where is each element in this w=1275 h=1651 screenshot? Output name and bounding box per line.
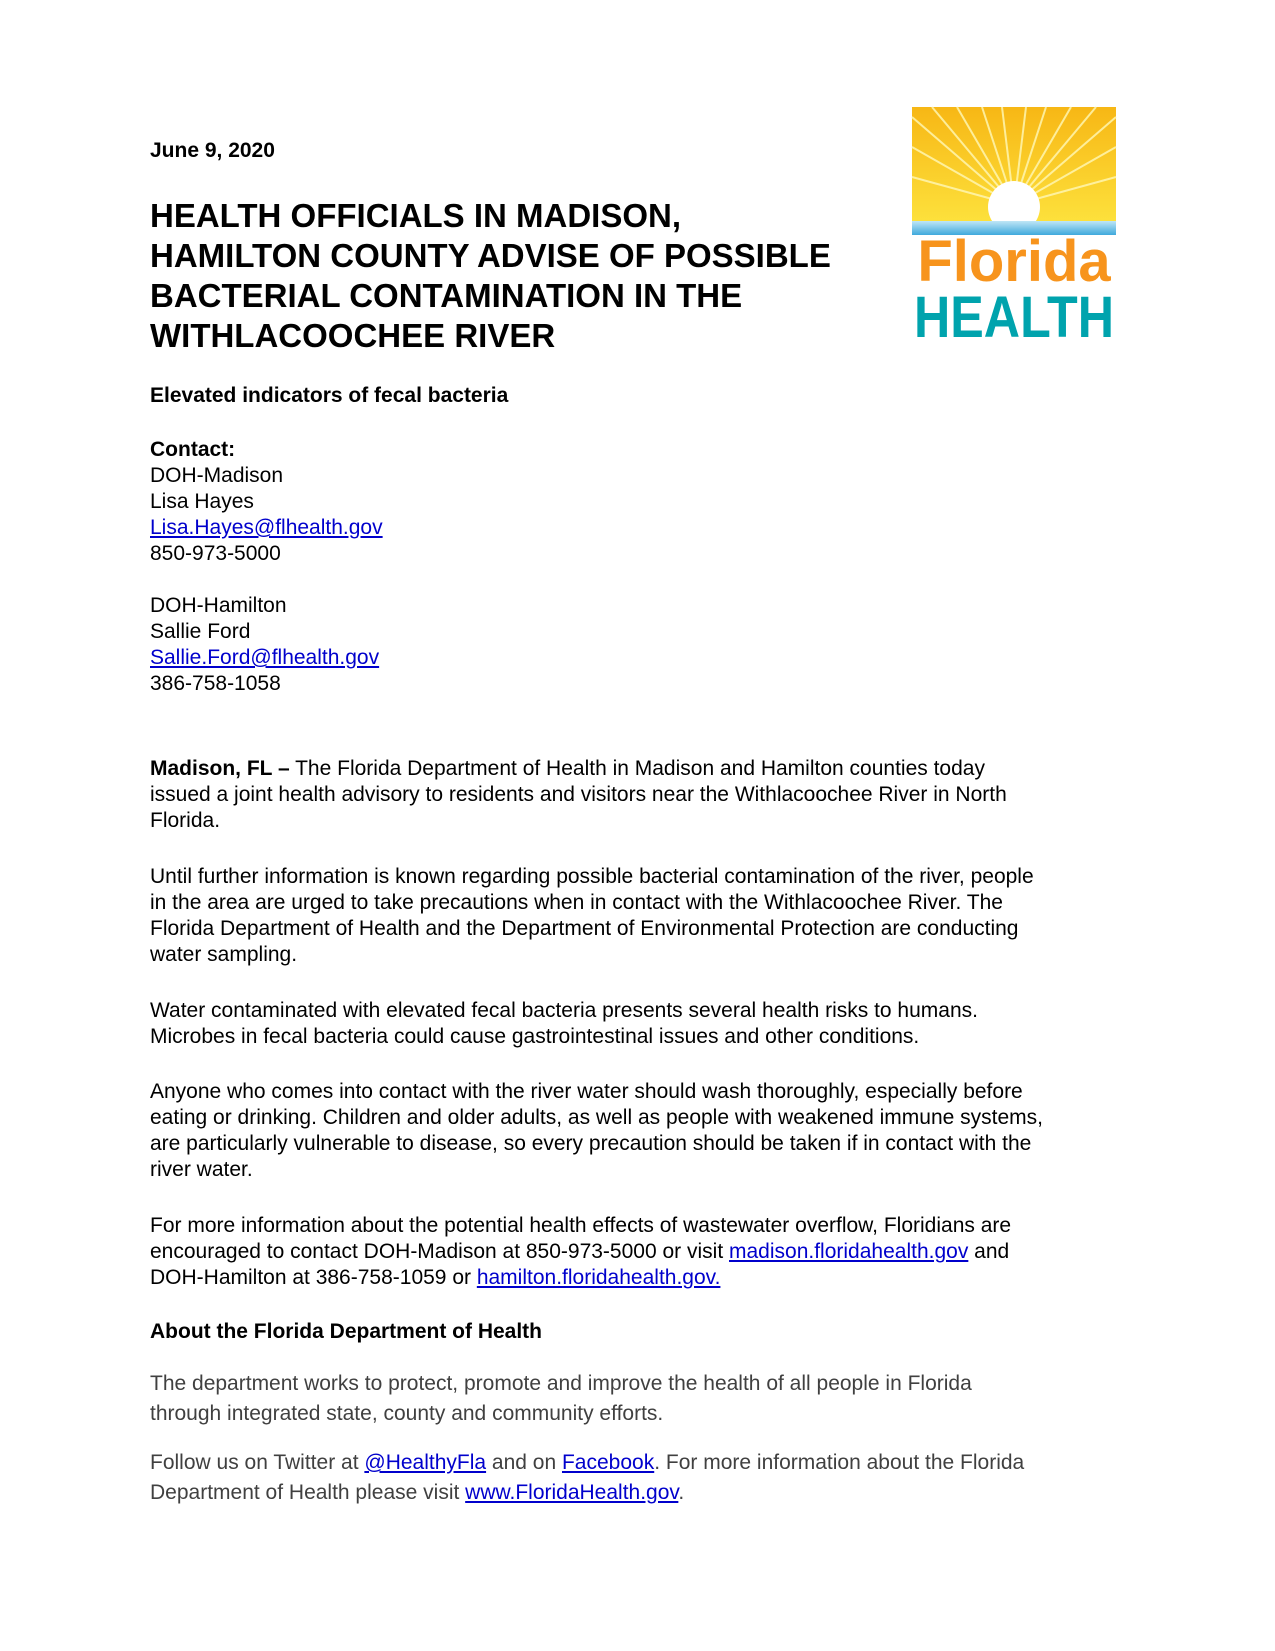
logo-word-health: HEALTH bbox=[914, 285, 1114, 350]
paragraph-text: Anyone who comes into contact with the river water should wash thoroughly, especially before bbox=[150, 1080, 1023, 1103]
paragraph-text: Until further information is known regarding possible bacterial contamination of the river, people bbox=[150, 865, 1034, 888]
contact-name: Lisa Hayes bbox=[150, 490, 254, 513]
paragraph-text: The Florida Department of Health in Madison and Hamilton counties today bbox=[289, 757, 985, 780]
headline-line: WITHLACOOCHEE RIVER bbox=[150, 317, 556, 354]
paragraph-text: and on bbox=[486, 1451, 562, 1474]
paragraph-text: through integrated state, county and community efforts. bbox=[150, 1402, 664, 1425]
paragraph-text: Water contaminated with elevated fecal bacteria presents several health risks to humans. bbox=[150, 999, 978, 1022]
contact-phone: 850-973-5000 bbox=[150, 542, 281, 565]
paragraph-text: issued a joint health advisory to residents and visitors near the Withlacoochee River in North bbox=[150, 783, 1007, 806]
twitter-link[interactable]: @HealthyFla bbox=[364, 1451, 487, 1474]
headline-line: HAMILTON COUNTY ADVISE OF POSSIBLE bbox=[150, 237, 831, 274]
paragraph-text: Florida Department of Health and the Department of Environmental Protection are conducting bbox=[150, 917, 1019, 940]
paragraph-text: river water. bbox=[150, 1158, 253, 1181]
paragraph-text: and bbox=[968, 1240, 1010, 1263]
about-mission bbox=[150, 1369, 1130, 1429]
paragraph-text: . bbox=[678, 1481, 685, 1504]
paragraph-text: Florida. bbox=[150, 809, 221, 832]
contact-email-link[interactable]: Sallie.Ford@flhealth.gov bbox=[150, 646, 380, 669]
paragraph-advice bbox=[150, 1079, 1130, 1183]
contact-phone: 386-758-1058 bbox=[150, 672, 281, 695]
florida-health-logo bbox=[912, 107, 1116, 350]
facebook-link[interactable]: Facebook bbox=[561, 1451, 655, 1474]
paragraph-text: eating or drinking. Children and older adults, as well as people with weakened immune systems, bbox=[150, 1106, 1043, 1129]
paragraph-more-info bbox=[150, 1213, 1130, 1291]
paragraph-risks bbox=[150, 998, 1130, 1050]
paragraph-text: . For more information about the Florida bbox=[654, 1451, 1025, 1474]
paragraph-precautions bbox=[150, 864, 1130, 968]
madison-website-link[interactable]: madison.floridahealth.gov bbox=[729, 1240, 969, 1263]
floridahealth-website-link[interactable]: www.FloridaHealth.gov bbox=[465, 1481, 679, 1504]
about-heading: About the Florida Department of Health bbox=[150, 1320, 543, 1343]
logo-word-florida: Florida bbox=[917, 229, 1111, 294]
dateline: Madison, FL – bbox=[150, 757, 290, 780]
subheadline: Elevated indicators of fecal bacteria bbox=[150, 384, 509, 407]
paragraph-text: Department of Health please visit bbox=[150, 1481, 466, 1504]
paragraph-text: DOH-Hamilton at 386-758-1059 or bbox=[150, 1266, 477, 1289]
headline-line: BACTERIAL CONTAMINATION IN THE bbox=[150, 277, 743, 314]
paragraph-text: The department works to protect, promote and improve the health of all people in Florida bbox=[150, 1372, 972, 1395]
about-follow bbox=[150, 1448, 1130, 1508]
release-date: June 9, 2020 bbox=[150, 139, 275, 162]
contact-block bbox=[150, 437, 383, 697]
paragraph-text: For more information about the potential health effects of wastewater overflow, Floridians are bbox=[150, 1214, 1012, 1237]
contact-label: Contact: bbox=[150, 438, 236, 461]
paragraph-text: Microbes in fecal bacteria could cause gastrointestinal issues and other conditions. bbox=[150, 1025, 920, 1048]
contact-email-link[interactable]: Lisa.Hayes@flhealth.gov bbox=[150, 516, 383, 539]
paragraph-text: water sampling. bbox=[150, 943, 298, 966]
contact-name: Sallie Ford bbox=[150, 620, 251, 643]
hamilton-website-link[interactable]: hamilton.floridahealth.gov. bbox=[476, 1266, 721, 1289]
headline-line: HEALTH OFFICIALS IN MADISON, bbox=[150, 197, 682, 234]
paragraph-text: Follow us on Twitter at bbox=[150, 1451, 365, 1474]
spacer bbox=[150, 567, 383, 593]
paragraph-dateline bbox=[150, 756, 1130, 834]
headline bbox=[150, 196, 890, 356]
paragraph-text: in the area are urged to take precautions when in contact with the Withlacoochee River. The bbox=[150, 891, 1003, 914]
contact-office: DOH-Madison bbox=[150, 464, 284, 487]
paragraph-text: are particularly vulnerable to disease, so every precaution should be taken if in contact with the bbox=[150, 1132, 1032, 1155]
paragraph-text: encouraged to contact DOH-Madison at 850-973-5000 or visit bbox=[150, 1240, 729, 1263]
contact-office: DOH-Hamilton bbox=[150, 594, 287, 617]
